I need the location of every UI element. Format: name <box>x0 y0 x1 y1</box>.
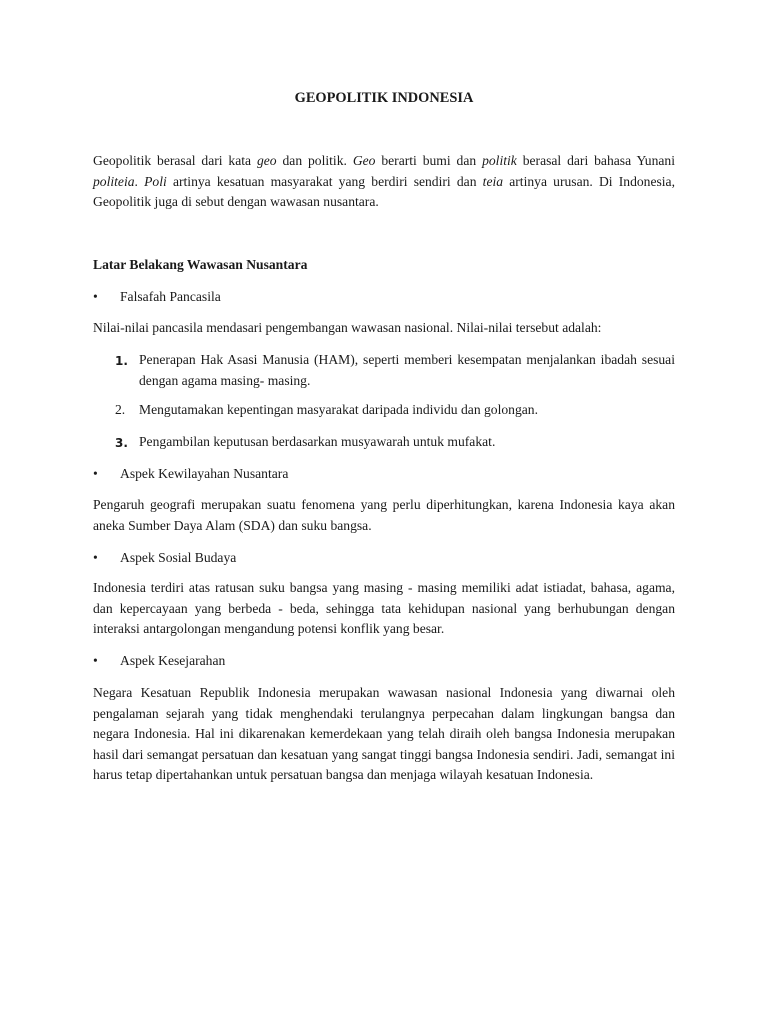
bullet-label: Aspek Kesejarahan <box>120 653 226 668</box>
intro-text: artinya kesatuan masyarakat yang berdiri sendiri dan <box>166 173 483 189</box>
intro-term-geo: geo <box>256 153 277 168</box>
item-number: 1. <box>115 354 128 368</box>
section-paragraph: Pengaruh geografi merupakan suatu fenomena yang perlu diperhitungkan, karena Indonesia kaya akan aneka Sumber Daya Alam (SDA) dan suku bangsa. <box>93 497 675 533</box>
intro-term-teia: teia <box>482 173 504 189</box>
bullet-icon: • <box>93 466 98 481</box>
numbered-item <box>115 400 675 421</box>
intro-text: berarti bumi dan <box>375 153 483 168</box>
intro-term-geo-cap: Geo <box>352 153 376 168</box>
section-paragraph: Nilai-nilai pancasila mendasari pengembangan wawasan nasional. Nilai-nilai tersebut adalah: <box>93 320 602 335</box>
intro-text: Geopolitik berasal dari kata <box>93 153 257 168</box>
item-text: Pengambilan keputusan berdasarkan musyawarah untuk mufakat. <box>139 434 496 449</box>
intro-term-politik: politik <box>482 153 517 168</box>
intro-text: . <box>134 173 145 189</box>
item-number: 2. <box>115 402 126 417</box>
section-paragraph: Indonesia terdiri atas ratusan suku bangsa yang masing - masing memiliki adat istiadat, bahasa, agama, dan kepercayaan yang berbeda - beda, sehingga tata kehidupan nasional yang berhubungan dengan interaksi antargolongan mengandung potensi konflik yang besar. <box>93 580 675 636</box>
bullet-label: Aspek Sosial Budaya <box>120 550 237 565</box>
intro-text: berasal dari bahasa Yunani <box>516 153 675 168</box>
section-heading: Latar Belakang Wawasan Nusantara <box>93 257 308 272</box>
numbered-item <box>115 350 675 391</box>
bullet-icon: • <box>93 289 98 304</box>
intro-term-poli: Poli <box>144 173 167 189</box>
bullet-label: Falsafah Pancasila <box>120 289 221 304</box>
bullet-icon: • <box>93 653 98 668</box>
intro-text: artinya urusan. Di Indonesia, Geopolitik juga di sebut dengan wawasan nusantara. <box>93 173 675 209</box>
document-title: GEOPOLITIK INDONESIA <box>294 90 474 106</box>
item-text: Mengutamakan kepentingan masyarakat daripada individu dan golongan. <box>139 402 539 417</box>
bullet-label: Aspek Kewilayahan Nusantara <box>120 466 289 481</box>
section-paragraph: Negara Kesatuan Republik Indonesia merupakan wawasan nasional Indonesia yang diwarnai oleh pengalaman sejarah yang tidak menghendaki terulangnya perpecahan dalam lingkungan bangsa dan negara Indonesia. Hal ini dikarenakan kemerdekaan yang telah diraih oleh bangsa Indonesia merupakan hasil dari semangat persatuan dan kesatuan yang sangat tinggi bangsa Indonesia sendiri. Jadi, semangat ini harus tetap dipertahankan untuk persatuan bangsa dan menjaga wilayah kesatuan Indonesia. <box>93 685 675 782</box>
intro-text: dan politik. <box>276 153 353 168</box>
bullet-icon: • <box>93 550 98 565</box>
item-number: 3. <box>115 436 128 450</box>
intro-term-politeia: politeia <box>93 173 135 189</box>
numbered-item <box>115 432 675 453</box>
item-text: Penerapan Hak Asasi Manusia (HAM), seperti memberi kesempatan menjalankan ibadah sesuai dengan agama masing- masing. <box>139 352 675 388</box>
intro-paragraph <box>93 151 675 213</box>
